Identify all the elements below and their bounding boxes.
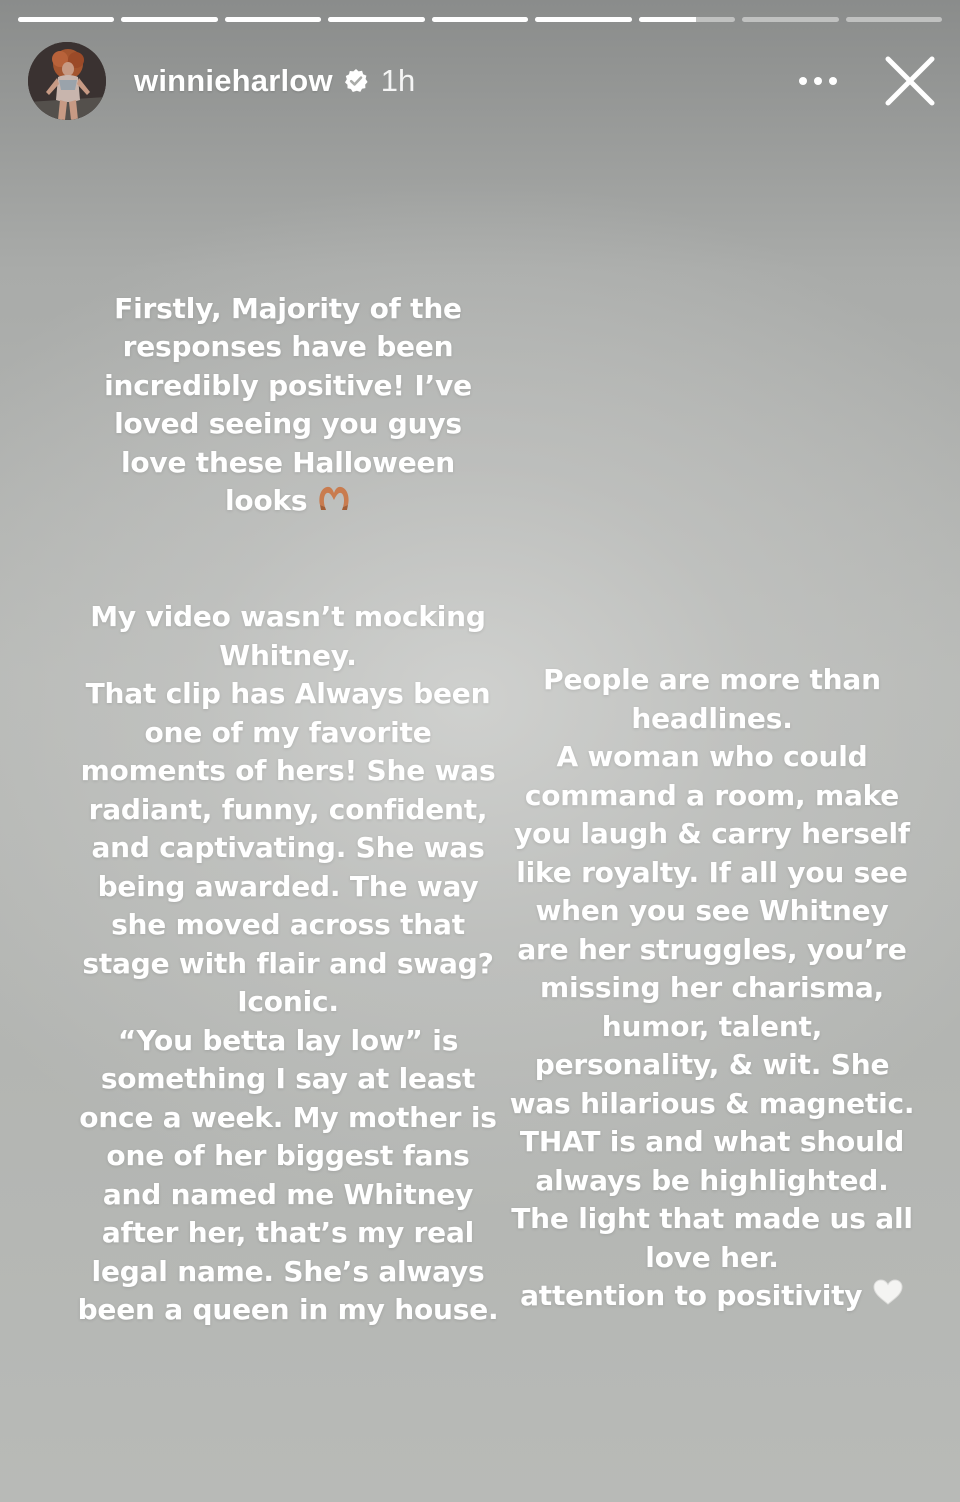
progress-segment-fill bbox=[121, 17, 217, 22]
close-icon[interactable] bbox=[884, 55, 936, 107]
progress-segment-fill bbox=[18, 17, 114, 22]
more-options-icon[interactable] bbox=[798, 61, 838, 101]
story-header bbox=[28, 42, 936, 120]
progress-segment bbox=[639, 17, 735, 22]
verified-badge-icon bbox=[343, 68, 369, 94]
username[interactable]: winnieharlow bbox=[134, 63, 333, 98]
story-progress-bar bbox=[18, 17, 942, 22]
left-paragraph-1 bbox=[68, 290, 508, 522]
progress-segment-fill bbox=[639, 17, 697, 22]
progress-segment bbox=[18, 17, 114, 22]
progress-segment bbox=[846, 17, 942, 22]
progress-segment-fill bbox=[328, 17, 424, 22]
white-heart-emoji bbox=[872, 1278, 904, 1317]
story-text-left bbox=[68, 251, 508, 1368]
progress-segment bbox=[328, 17, 424, 22]
progress-segment bbox=[225, 17, 321, 22]
progress-segment bbox=[742, 17, 838, 22]
post-time: 1h bbox=[380, 63, 416, 98]
profile-avatar[interactable] bbox=[28, 42, 106, 120]
progress-segment-fill bbox=[432, 17, 528, 22]
right-paragraph-text: People are more than headlines. A woman who could command a room, make you laugh & carry herself like royalty. If all you see when you see Whitney are her struggles, you’re missing her charisma, humor, talent, personality, & wit. She was hilarious & magnetic. THAT is and what should always be highlighted. The light that made us all love her. attention to positivity bbox=[509, 663, 915, 1312]
progress-segment-fill bbox=[225, 17, 321, 22]
progress-segment bbox=[432, 17, 528, 22]
progress-segment bbox=[535, 17, 631, 22]
story-text-right bbox=[502, 661, 922, 1316]
avatar-image bbox=[28, 42, 106, 120]
progress-segment-fill bbox=[535, 17, 631, 22]
left-paragraph-2: My video wasn’t mocking Whitney. That clip has Always been one of my favorite moments of hers! She was radiant, funny, confident, and captivating. She was being awarded. The way she moved across that stage with flair and swag? Iconic. “You betta lay low” is something I say at least once a week. My mother is one of her biggest fans and named me Whitney after her, that’s my real legal name. She’s always been a queen in my house. bbox=[77, 600, 499, 1327]
progress-segment bbox=[121, 17, 217, 22]
left-paragraph-1-text: Firstly, Majority of the responses have been incredibly positive! I’ve loved seeing you guys love these Halloween looks bbox=[104, 291, 472, 517]
heart-hands-emoji bbox=[317, 483, 351, 522]
